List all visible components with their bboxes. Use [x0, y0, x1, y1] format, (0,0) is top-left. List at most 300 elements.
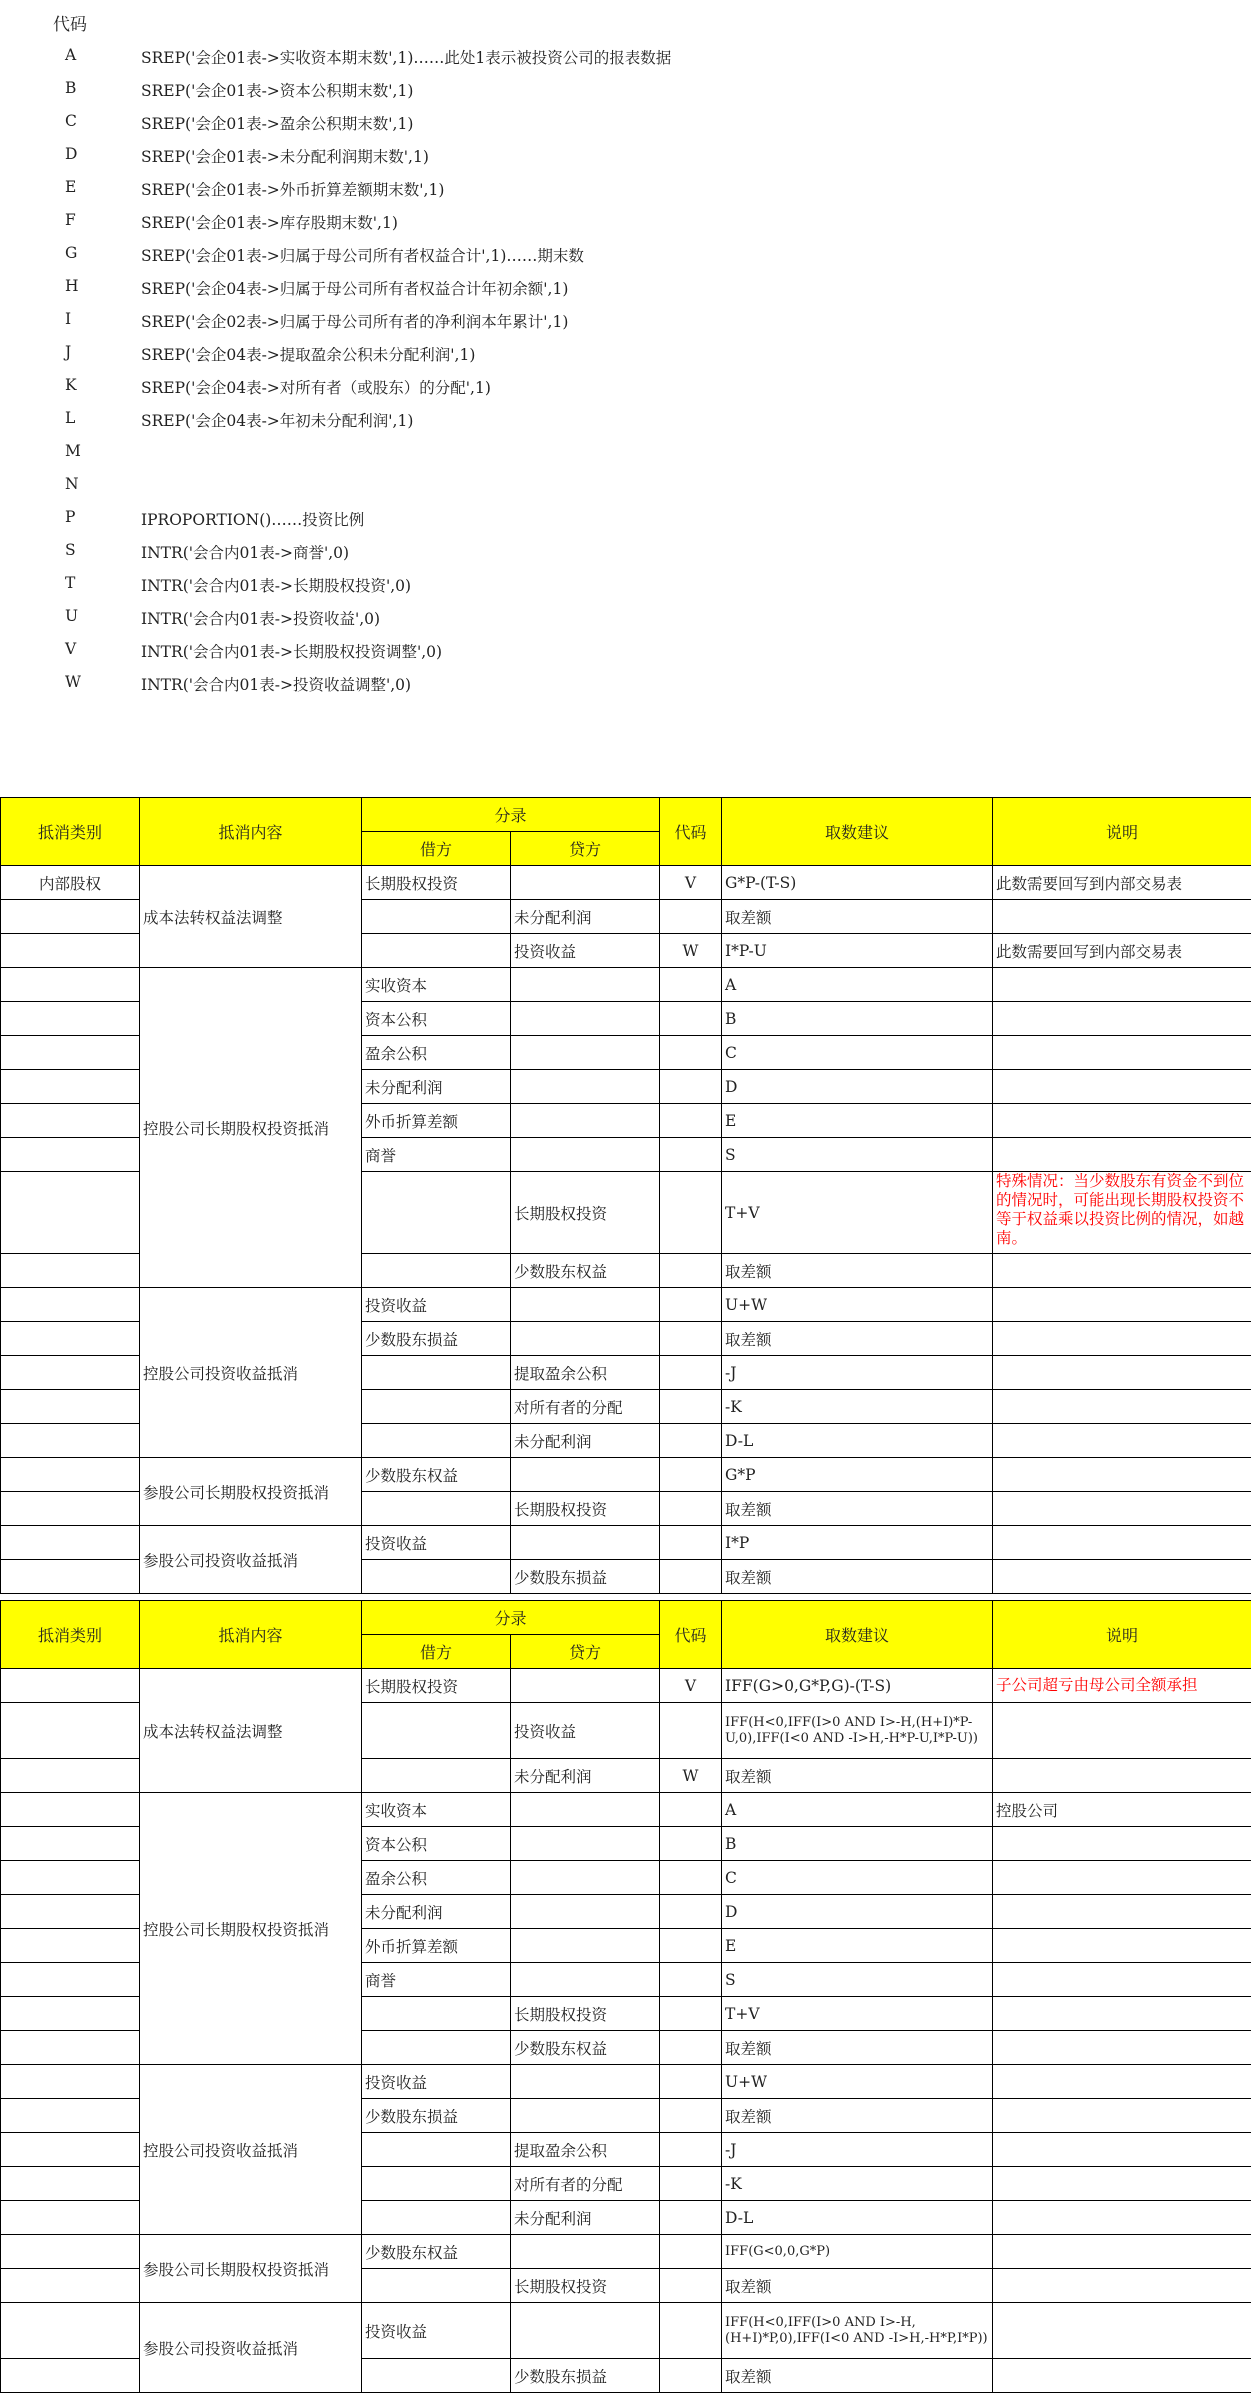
suggest-cell: IFF(G>0,G*P,G)-(T-S)	[722, 1669, 993, 1703]
header-debit: 借方	[362, 1635, 511, 1669]
type-cell	[1, 1458, 140, 1492]
code-row	[0, 434, 1251, 467]
code-key: S	[65, 541, 76, 559]
code-key: C	[65, 112, 77, 130]
note-cell: 子公司超亏由母公司全额承担	[993, 1669, 1251, 1703]
debit-cell: 少数股东损益	[362, 1322, 511, 1356]
credit-cell	[511, 1861, 660, 1895]
code-formula: SREP('会企01表->资本公积期末数',1)	[141, 82, 414, 100]
type-cell	[1, 1322, 140, 1356]
note-cell	[993, 2167, 1251, 2201]
code-cell	[660, 2235, 722, 2269]
note-cell	[993, 1895, 1251, 1929]
type-cell	[1, 1424, 140, 1458]
credit-cell	[511, 1895, 660, 1929]
type-cell	[1, 1560, 140, 1594]
note-cell	[993, 1526, 1251, 1560]
code-cell	[660, 1793, 722, 1827]
suggest-cell: D	[722, 1070, 993, 1104]
type-cell	[1, 2269, 140, 2303]
note-cell	[993, 2133, 1251, 2167]
debit-cell	[362, 1254, 511, 1288]
note-cell	[993, 1254, 1251, 1288]
code-cell	[660, 1424, 722, 1458]
debit-cell: 实收资本	[362, 968, 511, 1002]
debit-cell	[362, 1997, 511, 2031]
table-row	[1, 1669, 1251, 1703]
credit-cell: 投资收益	[511, 1703, 660, 1759]
elimination-table-2	[0, 1600, 1251, 2393]
note-cell	[993, 1104, 1251, 1138]
note-cell	[993, 1997, 1251, 2031]
note-cell: 此数需要回写到内部交易表	[993, 934, 1251, 968]
type-cell	[1, 1036, 140, 1070]
note-cell	[993, 1458, 1251, 1492]
code-cell	[660, 1070, 722, 1104]
debit-cell: 未分配利润	[362, 1070, 511, 1104]
code-cell	[660, 1526, 722, 1560]
code-row	[0, 236, 1251, 269]
suggest-cell: B	[722, 1827, 993, 1861]
code-cell	[660, 1002, 722, 1036]
code-formula: SREP('会企01表->盈余公积期末数',1)	[141, 115, 414, 133]
code-row	[0, 170, 1251, 203]
debit-cell	[362, 2359, 511, 2393]
credit-cell: 长期股权投资	[511, 1492, 660, 1526]
type-cell	[1, 900, 140, 934]
code-key: H	[65, 277, 79, 295]
code-key: L	[65, 409, 76, 427]
type-cell	[1, 1356, 140, 1390]
suggest-cell: D-L	[722, 2201, 993, 2235]
note-cell	[993, 1827, 1251, 1861]
header-entry: 分录	[362, 1601, 660, 1635]
header-type: 抵消类别	[1, 798, 140, 866]
code-row	[0, 368, 1251, 401]
note-cell	[993, 2235, 1251, 2269]
debit-cell: 外币折算差额	[362, 1104, 511, 1138]
credit-cell: 未分配利润	[511, 1759, 660, 1793]
type-cell	[1, 2099, 140, 2133]
credit-cell: 长期股权投资	[511, 1997, 660, 2031]
suggest-cell: 取差额	[722, 2269, 993, 2303]
code-cell: V	[660, 1669, 722, 1703]
debit-cell	[362, 1492, 511, 1526]
code-row	[0, 137, 1251, 170]
code-row	[0, 71, 1251, 104]
code-cell	[660, 1458, 722, 1492]
suggest-cell: -K	[722, 2167, 993, 2201]
table-row	[1, 1793, 1251, 1827]
credit-cell	[511, 1458, 660, 1492]
code-row	[0, 401, 1251, 434]
note-cell	[993, 1288, 1251, 1322]
debit-cell: 外币折算差额	[362, 1929, 511, 1963]
credit-cell	[511, 1526, 660, 1560]
credit-cell	[511, 2235, 660, 2269]
type-cell	[1, 1172, 140, 1254]
debit-cell: 盈余公积	[362, 1036, 511, 1070]
debit-cell	[362, 1172, 511, 1254]
code-key: A	[65, 46, 77, 64]
note-cell	[993, 2359, 1251, 2393]
note-cell	[993, 1963, 1251, 1997]
note-cell	[993, 1322, 1251, 1356]
suggest-cell: 取差额	[722, 900, 993, 934]
table-row	[1, 866, 1251, 900]
suggest-cell: 取差额	[722, 1560, 993, 1594]
code-cell	[660, 1929, 722, 1963]
code-cell	[660, 1172, 722, 1254]
code-cell	[660, 2359, 722, 2393]
credit-cell	[511, 1322, 660, 1356]
note-cell: 此数需要回写到内部交易表	[993, 866, 1251, 900]
code-row	[0, 335, 1251, 368]
type-cell	[1, 2167, 140, 2201]
elimination-table-1	[0, 797, 1251, 1594]
credit-cell	[511, 1036, 660, 1070]
code-key: D	[65, 145, 78, 163]
note-cell	[993, 968, 1251, 1002]
debit-cell	[362, 2201, 511, 2235]
note-cell	[993, 1424, 1251, 1458]
code-formula: SREP('会企04表->对所有者（或股东）的分配',1)	[141, 379, 491, 397]
suggest-cell: C	[722, 1036, 993, 1070]
debit-cell: 少数股东损益	[362, 2099, 511, 2133]
debit-cell: 投资收益	[362, 1526, 511, 1560]
credit-cell	[511, 1288, 660, 1322]
code-formula: INTR('会合内01表->投资收益调整',0)	[141, 676, 412, 694]
code-formula: INTR('会合内01表->长期股权投资',0)	[141, 577, 412, 595]
code-key: J	[65, 343, 72, 361]
debit-cell: 投资收益	[362, 2303, 511, 2359]
code-cell	[660, 968, 722, 1002]
type-cell	[1, 2359, 140, 2393]
type-cell	[1, 1669, 140, 1703]
table-row	[1, 2303, 1251, 2359]
code-key: N	[65, 475, 79, 493]
code-formula: SREP('会企01表->未分配利润期末数',1)	[141, 148, 429, 166]
type-cell	[1, 2201, 140, 2235]
code-cell	[660, 1390, 722, 1424]
code-cell	[660, 1356, 722, 1390]
debit-cell	[362, 2031, 511, 2065]
content-cell: 控股公司长期股权投资抵消	[140, 1793, 362, 2065]
debit-cell: 少数股东权益	[362, 1458, 511, 1492]
code-cell	[660, 1560, 722, 1594]
code-cell: V	[660, 866, 722, 900]
credit-cell: 对所有者的分配	[511, 2167, 660, 2201]
debit-cell	[362, 1703, 511, 1759]
suggest-cell: I*P	[722, 1526, 993, 1560]
code-cell	[660, 1322, 722, 1356]
suggest-cell: S	[722, 1963, 993, 1997]
suggest-cell: 取差额	[722, 1254, 993, 1288]
header-credit: 贷方	[511, 1635, 660, 1669]
code-key: G	[65, 244, 78, 262]
note-cell	[993, 2065, 1251, 2099]
credit-cell	[511, 1002, 660, 1036]
credit-cell	[511, 1104, 660, 1138]
credit-cell	[511, 2303, 660, 2359]
code-key: E	[65, 178, 77, 196]
suggest-cell: A	[722, 968, 993, 1002]
type-cell	[1, 1070, 140, 1104]
type-cell	[1, 1827, 140, 1861]
type-cell	[1, 1288, 140, 1322]
code-row	[0, 467, 1251, 500]
table-row	[1, 1288, 1251, 1322]
type-cell	[1, 934, 140, 968]
suggest-cell: 取差额	[722, 1759, 993, 1793]
suggest-cell: IFF(H<0,IFF(I>0 AND I>-H,(H+I)*P,0),IFF(I<0 AND -I>H,-H*P,I*P))	[722, 2303, 993, 2359]
code-formula: INTR('会合内01表->商誉',0)	[141, 544, 350, 562]
codes-title: 代码	[53, 15, 87, 35]
suggest-cell: -J	[722, 1356, 993, 1390]
code-cell	[660, 1895, 722, 1929]
credit-cell: 未分配利润	[511, 1424, 660, 1458]
debit-cell	[362, 1759, 511, 1793]
note-cell	[993, 1356, 1251, 1390]
credit-cell	[511, 1827, 660, 1861]
code-key: K	[65, 376, 77, 394]
credit-cell	[511, 866, 660, 900]
credit-cell: 少数股东损益	[511, 1560, 660, 1594]
header-code: 代码	[660, 1601, 722, 1669]
header-debit: 借方	[362, 832, 511, 866]
code-cell	[660, 1963, 722, 1997]
credit-cell: 提取盈余公积	[511, 1356, 660, 1390]
code-cell	[660, 1703, 722, 1759]
header-type: 抵消类别	[1, 1601, 140, 1669]
credit-cell	[511, 968, 660, 1002]
code-formula: SREP('会企01表->外币折算差额期末数',1)	[141, 181, 445, 199]
code-formula: IPROPORTION()……投资比例	[141, 511, 365, 529]
code-cell	[660, 2031, 722, 2065]
code-row	[0, 632, 1251, 665]
credit-cell	[511, 1070, 660, 1104]
debit-cell: 资本公积	[362, 1827, 511, 1861]
code-key: U	[65, 607, 79, 625]
credit-cell: 长期股权投资	[511, 1172, 660, 1254]
debit-cell	[362, 1390, 511, 1424]
suggest-cell: S	[722, 1138, 993, 1172]
code-cell	[660, 2303, 722, 2359]
suggest-cell: U+W	[722, 2065, 993, 2099]
debit-cell: 商誉	[362, 1963, 511, 1997]
code-cell	[660, 1138, 722, 1172]
note-cell	[993, 1703, 1251, 1759]
type-cell	[1, 1997, 140, 2031]
note-cell	[993, 2031, 1251, 2065]
debit-cell	[362, 1560, 511, 1594]
suggest-cell: T+V	[722, 1172, 993, 1254]
content-cell: 控股公司长期股权投资抵消	[140, 968, 362, 1288]
debit-cell: 未分配利润	[362, 1895, 511, 1929]
suggest-cell: G*P	[722, 1458, 993, 1492]
note-cell	[993, 1002, 1251, 1036]
type-cell	[1, 1526, 140, 1560]
credit-cell: 未分配利润	[511, 2201, 660, 2235]
code-row	[0, 203, 1251, 236]
suggest-cell: I*P-U	[722, 934, 993, 968]
code-formula: SREP('会企01表->实收资本期末数',1)……此处1表示被投资公司的报表数据	[141, 49, 672, 67]
suggest-cell: B	[722, 1002, 993, 1036]
debit-cell	[362, 2269, 511, 2303]
suggest-cell: -K	[722, 1390, 993, 1424]
debit-cell: 商誉	[362, 1138, 511, 1172]
note-cell	[993, 1138, 1251, 1172]
suggest-cell: IFF(H<0,IFF(I>0 AND I>-H,(H+I)*P-U,0),IFF(I<0 AND -I>H,-H*P-U,I*P-U))	[722, 1703, 993, 1759]
content-cell: 控股公司投资收益抵消	[140, 2065, 362, 2235]
credit-cell: 对所有者的分配	[511, 1390, 660, 1424]
debit-cell	[362, 900, 511, 934]
note-cell	[993, 1929, 1251, 1963]
note-cell	[993, 1036, 1251, 1070]
debit-cell: 实收资本	[362, 1793, 511, 1827]
suggest-cell: D	[722, 1895, 993, 1929]
table1-body	[1, 866, 1251, 1594]
type-cell	[1, 2065, 140, 2099]
content-cell: 成本法转权益法调整	[140, 1669, 362, 1793]
type-cell	[1, 1703, 140, 1759]
debit-cell	[362, 2133, 511, 2167]
type-cell	[1, 2133, 140, 2167]
code-row	[0, 566, 1251, 599]
content-cell: 控股公司投资收益抵消	[140, 1288, 362, 1458]
content-cell: 参股公司投资收益抵消	[140, 1526, 362, 1594]
code-row	[0, 104, 1251, 137]
code-cell	[660, 1492, 722, 1526]
code-cell	[660, 2099, 722, 2133]
suggest-cell: 取差额	[722, 1322, 993, 1356]
code-formula: SREP('会企04表->归属于母公司所有者权益合计年初余额',1)	[141, 280, 569, 298]
type-cell	[1, 1793, 140, 1827]
note-cell: 控股公司	[993, 1793, 1251, 1827]
table-row	[1, 1458, 1251, 1492]
code-formula: SREP('会企04表->年初未分配利润',1)	[141, 412, 414, 430]
code-key: M	[65, 442, 81, 460]
suggest-cell: E	[722, 1929, 993, 1963]
type-cell	[1, 1929, 140, 1963]
table-row	[1, 2065, 1251, 2099]
type-cell	[1, 1390, 140, 1424]
type-cell	[1, 968, 140, 1002]
debit-cell: 投资收益	[362, 1288, 511, 1322]
note-cell	[993, 900, 1251, 934]
code-key: F	[65, 211, 76, 229]
type-cell	[1, 1138, 140, 1172]
type-cell	[1, 1963, 140, 1997]
suggest-cell: A	[722, 1793, 993, 1827]
header-suggest: 取数建议	[722, 1601, 993, 1669]
note-cell	[993, 1759, 1251, 1793]
code-key: I	[65, 310, 72, 328]
type-cell	[1, 1104, 140, 1138]
note-cell	[993, 2099, 1251, 2133]
header-code: 代码	[660, 798, 722, 866]
header-entry: 分录	[362, 798, 660, 832]
note-cell	[993, 1560, 1251, 1594]
table-row	[1, 1526, 1251, 1560]
debit-cell	[362, 1424, 511, 1458]
header-suggest: 取数建议	[722, 798, 993, 866]
code-cell	[660, 2133, 722, 2167]
type-cell: 内部股权	[1, 866, 140, 900]
code-cell: W	[660, 934, 722, 968]
header-content: 抵消内容	[140, 798, 362, 866]
note-cell	[993, 2303, 1251, 2359]
code-key: V	[65, 640, 77, 658]
code-row	[0, 533, 1251, 566]
credit-cell	[511, 1793, 660, 1827]
code-formula: SREP('会企02表->归属于母公司所有者的净利润本年累计',1)	[141, 313, 569, 331]
debit-cell: 资本公积	[362, 1002, 511, 1036]
type-cell	[1, 1492, 140, 1526]
type-cell	[1, 1002, 140, 1036]
note-cell	[993, 1390, 1251, 1424]
code-row	[0, 38, 1251, 71]
credit-cell: 未分配利润	[511, 900, 660, 934]
content-cell: 参股公司长期股权投资抵消	[140, 2235, 362, 2303]
code-key: P	[65, 508, 76, 526]
debit-cell	[362, 2167, 511, 2201]
credit-cell: 投资收益	[511, 934, 660, 968]
suggest-cell: T+V	[722, 1997, 993, 2031]
note-cell	[993, 2201, 1251, 2235]
type-cell	[1, 1861, 140, 1895]
debit-cell	[362, 934, 511, 968]
code-formula: SREP('会企04表->提取盈余公积未分配利润',1)	[141, 346, 476, 364]
content-cell: 成本法转权益法调整	[140, 866, 362, 968]
code-cell	[660, 2269, 722, 2303]
credit-cell: 少数股东损益	[511, 2359, 660, 2393]
table-row	[1, 2235, 1251, 2269]
code-row	[0, 599, 1251, 632]
credit-cell	[511, 2099, 660, 2133]
code-row	[0, 302, 1251, 335]
table2-body	[1, 1669, 1251, 2393]
note-cell	[993, 1492, 1251, 1526]
type-cell	[1, 2303, 140, 2359]
type-cell	[1, 1895, 140, 1929]
note-cell	[993, 2269, 1251, 2303]
header-content: 抵消内容	[140, 1601, 362, 1669]
code-cell	[660, 1254, 722, 1288]
debit-cell: 长期股权投资	[362, 866, 511, 900]
note-cell	[993, 1861, 1251, 1895]
suggest-cell: 取差额	[722, 2099, 993, 2133]
code-row	[0, 269, 1251, 302]
code-cell	[660, 1104, 722, 1138]
code-key: B	[65, 79, 77, 97]
type-cell	[1, 1759, 140, 1793]
code-cell	[660, 1036, 722, 1070]
suggest-cell: -J	[722, 2133, 993, 2167]
type-cell	[1, 2031, 140, 2065]
credit-cell	[511, 2065, 660, 2099]
content-cell: 参股公司长期股权投资抵消	[140, 1458, 362, 1526]
type-cell	[1, 1254, 140, 1288]
suggest-cell: E	[722, 1104, 993, 1138]
table-row	[1, 968, 1251, 1002]
code-key: W	[65, 673, 81, 691]
credit-cell: 少数股东权益	[511, 1254, 660, 1288]
debit-cell	[362, 1356, 511, 1390]
credit-cell: 长期股权投资	[511, 2269, 660, 2303]
credit-cell	[511, 1138, 660, 1172]
code-cell	[660, 900, 722, 934]
